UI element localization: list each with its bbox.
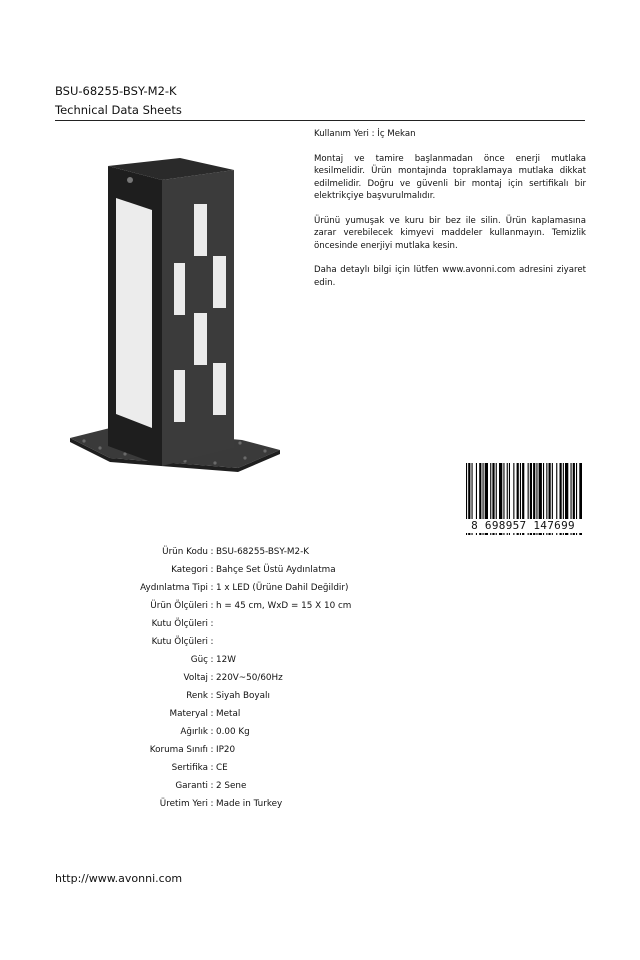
spec-value: 2 Sene (216, 781, 247, 791)
spec-label: Renk (186, 691, 208, 701)
spec-label: Kutu Ölçüleri (151, 619, 208, 629)
spec-row: Ağırlık : 0.00 Kg (60, 723, 600, 741)
spec-row: Üretim Yeri : Made in Turkey (60, 795, 600, 813)
spec-value: Made in Turkey (216, 799, 283, 809)
spec-table (60, 543, 600, 813)
usage-location: Kullanım Yeri : İç Mekan (314, 129, 416, 139)
spec-row: Sertifika : CE (60, 759, 600, 777)
header-divider (55, 120, 585, 121)
spec-value: 1 x LED (Ürüne Dahil Değildir) (216, 583, 349, 593)
spec-row: Ürün Ölçüleri : h = 45 cm, WxD = 15 X 10 cm (60, 597, 600, 615)
product-code-title: BSU-68255-BSY-M2-K (55, 84, 177, 98)
spec-label: Materyal (169, 709, 208, 719)
spec-label: Kutu Ölçüleri (151, 637, 208, 647)
spec-row: Güç : 12W (60, 651, 600, 669)
spec-label: Ürün Ölçüleri (150, 601, 208, 611)
spec-label: Koruma Sınıfı (149, 745, 208, 755)
spec-row: Kutu Ölçüleri : (60, 615, 600, 633)
spec-label: Voltaj (183, 673, 208, 683)
spec-value: h = 45 cm, WxD = 15 X 10 cm (216, 601, 352, 611)
spec-row: Voltaj : 220V~50/60Hz (60, 669, 600, 687)
spec-label: Aydınlatma Tipi (140, 583, 208, 593)
spec-row: Garanti : 2 Sene (60, 777, 600, 795)
info-paragraph: Montaj ve tamire başlanmadan önce enerji mutlaka kesilmelidir. Ürün montajında topraklamaya mutlaka dikkat edilmelidir. Doğru ve güvenli bir montaj için sertifikalı bir elektrikçiye başvurulmalıdır. (314, 153, 586, 201)
spec-label: Güç (190, 655, 208, 665)
spec-value: 0.00 Kg (216, 727, 250, 737)
spec-row: Materyal : Metal (60, 705, 600, 723)
spec-row: Ürün Kodu : BSU-68255-BSY-M2-K (60, 543, 600, 561)
info-paragraph: Ürünü yumuşak ve kuru bir bez ile silin. Ürün kaplamasına zarar verebilecek kimyevi maddeler kullanmayın. Temizlik öncesinde enerjiyi mutlaka kesin. (314, 215, 586, 251)
spec-value: Metal (216, 709, 241, 719)
spec-row: Kutu Ölçüleri : (60, 633, 600, 651)
spec-value: 220V~50/60Hz (216, 673, 283, 683)
spec-row: Kategori : Bahçe Set Üstü Aydınlatma (60, 561, 600, 579)
info-panel (314, 128, 586, 301)
barcode-number: 8 698957 147699 (464, 519, 582, 533)
spec-value: Siyah Boyalı (216, 691, 270, 701)
spec-row: Renk : Siyah Boyalı (60, 687, 600, 705)
spec-row: Koruma Sınıfı : IP20 (60, 741, 600, 759)
spec-label: Garanti (175, 781, 208, 791)
spec-label: Ağırlık (180, 727, 208, 737)
spec-value: BSU-68255-BSY-M2-K (216, 547, 310, 557)
spec-value: CE (216, 763, 228, 773)
spec-label: Ürün Kodu (162, 547, 208, 557)
spec-row: Aydınlatma Tipi : 1 x LED (Ürüne Dahil Değildir) (60, 579, 600, 597)
footer-website-link[interactable]: http://www.avonni.com (55, 872, 183, 885)
spec-label: Üretim Yeri (159, 799, 208, 809)
spec-label: Kategori (171, 565, 208, 575)
product-image (70, 158, 280, 480)
spec-value: IP20 (216, 745, 236, 755)
spec-value: 12W (216, 655, 236, 665)
spec-value: Bahçe Set Üstü Aydınlatma (216, 565, 336, 575)
spec-label: Sertifika (171, 763, 208, 773)
document-subtitle: Technical Data Sheets (55, 103, 182, 117)
info-paragraph: Daha detaylı bilgi için lütfen www.avonni.com adresini ziyaret edin. (314, 265, 586, 288)
